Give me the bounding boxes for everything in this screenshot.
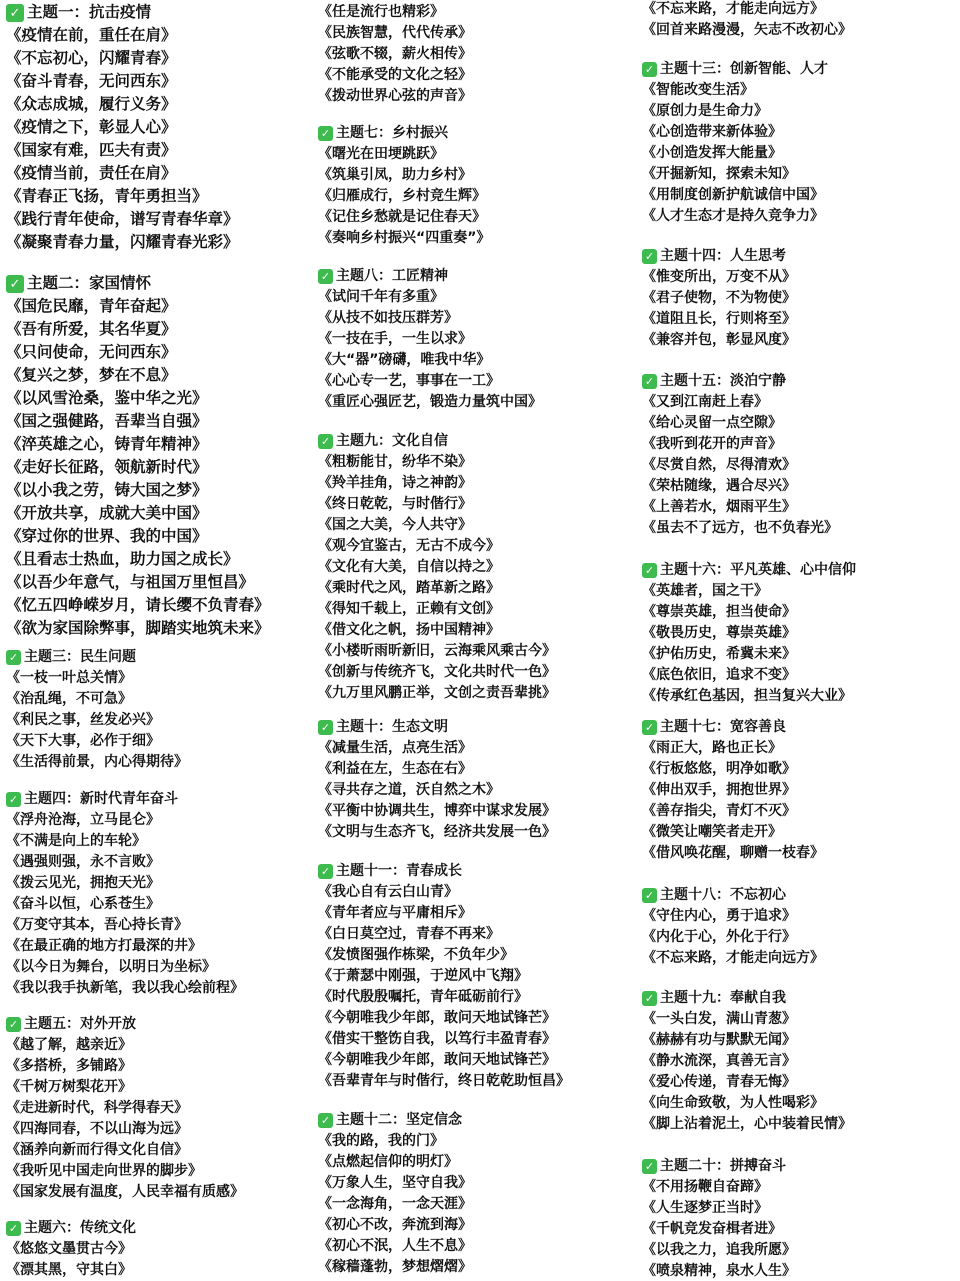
title-item: 《疫情在前，重任在肩》	[6, 25, 177, 44]
section-patriotism	[6, 273, 270, 640]
title-item: 《小楼昕雨昕新旧，云海乘风乘古今》	[318, 642, 556, 659]
title-item: 《行板悠悠，明净如歌》	[642, 760, 796, 777]
section-tranquility	[642, 371, 838, 538]
title-item: 《平衡中协调共生，博弈中谋求发展》	[318, 802, 556, 819]
section-traditional-culture	[6, 1218, 136, 1280]
checkmark-icon: ✓	[642, 1159, 657, 1174]
title-item: 《初心不泯，人生不息》	[318, 1237, 472, 1254]
title-item: 《智能改变生活》	[642, 81, 754, 98]
title-item: 《心创造带来新体验》	[642, 123, 782, 140]
section-fight-epidemic	[6, 2, 239, 254]
section-craftsmanship	[318, 266, 542, 412]
title-item: 《越了解，越亲近》	[6, 1036, 132, 1053]
checkmark-icon: ✓	[6, 1017, 21, 1032]
section-striving	[642, 1156, 796, 1281]
section-heading	[318, 1110, 472, 1130]
checkmark-icon: ✓	[318, 434, 333, 449]
title-item: 《兼容并包，彰显风度》	[642, 331, 796, 348]
checkmark-icon: ✓	[318, 1113, 333, 1128]
title-item: 《天下大事，必作于细》	[6, 732, 160, 749]
title-item: 《静水流深，真善无言》	[642, 1052, 796, 1069]
title-item: 《初心不改，奔流到海》	[318, 1216, 472, 1233]
title-item: 《复兴之梦，梦在不息》	[6, 365, 177, 384]
title-item: 《伸出双手，拥抱世界》	[642, 781, 796, 798]
title-item: 《千帆竞发奋楫者进》	[642, 1220, 782, 1237]
title-item: 《国危民靡，青年奋起》	[6, 296, 177, 315]
section-heading	[6, 273, 270, 295]
title-item: 《奋斗以恒，心系苍生》	[6, 895, 160, 912]
title-item: 《我听见中国走向世界的脚步》	[6, 1162, 202, 1179]
title-item: 《开掘新知，探索未知》	[642, 165, 796, 182]
checkmark-icon: ✓	[642, 62, 657, 77]
section-title: 主题十六：平凡英雄、心中信仰	[660, 562, 856, 578]
title-item: 《开放共享，成就大美中国》	[6, 503, 208, 522]
title-item: 《道阻且长，行则将至》	[642, 310, 796, 327]
section-title: 主题十七：宽容善良	[660, 719, 786, 735]
section-dedication	[642, 988, 852, 1134]
section-title: 主题十四：人生思考	[660, 248, 786, 264]
title-item: 《得知千载上，正赖有文创》	[318, 600, 500, 617]
title-item: 《底色依旧，追求不变》	[642, 666, 796, 683]
section-title: 主题四：新时代青年奋斗	[24, 791, 178, 807]
section-heading	[642, 717, 824, 737]
title-item: 《忆五四峥嵘岁月，请长缨不负青春》	[6, 595, 270, 614]
checkmark-icon: ✓	[642, 991, 657, 1006]
title-item: 《虽去不了远方，也不负春光》	[642, 519, 838, 536]
title-item: 《我的路，我的门》	[318, 1132, 444, 1149]
title-item: 《归雁成行，乡村竞生辉》	[318, 187, 486, 204]
section-heading	[318, 266, 542, 286]
section-title: 主题十八：不忘初心	[660, 887, 786, 903]
title-item: 《以风雪沧桑，鉴中华之光》	[6, 388, 208, 407]
title-item: 《四海同春，不以山海为远》	[6, 1120, 188, 1137]
checkmark-icon: ✓	[6, 792, 21, 807]
title-item: 《涵养向新而行得文化自信》	[6, 1141, 188, 1158]
title-item: 《赫赫有功与默默无闻》	[642, 1031, 796, 1048]
title-item: 《万变守其本，吾心持长青》	[6, 916, 188, 933]
section-title: 主题三：民生问题	[24, 649, 136, 665]
title-item: 《乘时代之风，踏革新之路》	[318, 579, 500, 596]
title-item: 《喷泉精神，泉水人生》	[642, 1262, 796, 1279]
title-item: 《不忘来路，才能走向远方》	[642, 949, 824, 966]
title-item: 《千树万树梨花开》	[6, 1078, 132, 1095]
title-item: 《试问千年有多重》	[318, 288, 444, 305]
section-heading	[318, 431, 556, 451]
title-item: 《给心灵留一点空隙》	[642, 414, 782, 431]
section-heading	[642, 371, 838, 391]
section-heading	[642, 246, 796, 266]
title-item: 《借文化之帆，扬中国精神》	[318, 621, 500, 638]
title-item: 《创新与传统齐飞，文化共时代一色》	[318, 663, 556, 680]
title-item: 《稼穑蓬勃，梦想熠熠》	[318, 1258, 472, 1275]
title-item: 《终日乾乾，与时偕行》	[318, 495, 472, 512]
section-heading	[318, 123, 490, 143]
section-title: 主题二：家国情怀	[27, 274, 152, 293]
title-item: 《尽赏自然，尽得清欢》	[642, 456, 796, 473]
title-item: 《筑巢引凤，助力乡村》	[318, 166, 472, 183]
title-item: 《吾辈青年与时偕行，终日乾乾助恒昌》	[318, 1072, 570, 1089]
section-heading	[642, 1156, 796, 1176]
title-item: 《欲为家国除弊事，脚踏实地筑未来》	[6, 618, 270, 637]
title-item: 《羚羊挂角，诗之神韵》	[318, 474, 472, 491]
title-item: 《疫情当前，责任在肩》	[6, 163, 177, 182]
section-heading	[642, 59, 828, 79]
title-item: 《一枝一叶总关情》	[6, 669, 132, 686]
title-item: 《淬英雄之心，铸青年精神》	[6, 434, 208, 453]
section-heading	[642, 988, 852, 1008]
title-item: 《点燃起信仰的明灯》	[318, 1153, 458, 1170]
title-item: 《不满是向上的车轮》	[6, 832, 146, 849]
title-item: 《以我之力，追我所愿》	[642, 1241, 796, 1258]
title-item: 《以今日为舞台，以明日为坐标》	[6, 958, 216, 975]
checkmark-icon: ✓	[318, 720, 333, 735]
title-item: 《粗粝能甘，纷华不染》	[318, 453, 472, 470]
title-item: 《今朝唯我少年郎，敢问天地试锋芒》	[318, 1051, 556, 1068]
title-item: 《敬畏历史，尊崇英雄》	[642, 624, 796, 641]
title-item: 《守住内心，勇于追求》	[642, 907, 796, 924]
checkmark-icon: ✓	[6, 1221, 21, 1236]
title-item: 《小创造发挥大能量》	[642, 144, 782, 161]
section-title: 主题七：乡村振兴	[336, 125, 448, 141]
title-item: 《文明与生态齐飞，经济共发展一色》	[318, 823, 556, 840]
section-title: 主题九：文化自信	[336, 433, 448, 449]
section-title: 主题十三：创新智能、人才	[660, 61, 828, 77]
title-item: 《穿过你的世界、我的中国》	[6, 526, 208, 545]
section-youth-striving	[6, 789, 244, 998]
title-item: 《今朝唯我少年郎，敢问天地试锋芒》	[318, 1009, 556, 1026]
section-livelihood	[6, 647, 188, 772]
title-item: 《奋斗青春，无问西东》	[6, 71, 177, 90]
title-item: 《心心专一艺，事事在一工》	[318, 372, 500, 389]
title-item: 《一头白发，满山青葱》	[642, 1010, 796, 1027]
section-title: 主题一：抗击疫情	[27, 3, 152, 22]
title-item: 《寻共存之道，沃自然之木》	[318, 781, 500, 798]
title-item: 《原创力是生命力》	[642, 102, 768, 119]
checkmark-icon: ✓	[318, 269, 333, 284]
section-heading	[6, 1014, 244, 1034]
section-ordinary-heroes	[642, 560, 856, 706]
title-item: 《我以我手执新笔，我以我心绘前程》	[6, 979, 244, 996]
title-item: 《不忘来路，才能走向远方》	[642, 0, 824, 17]
title-item: 《且看志士热血，助力国之成长》	[6, 549, 239, 568]
title-item: 《治乱绳，不可急》	[6, 690, 132, 707]
title-item: 《九万里风鹏正举，文创之责吾辈挑》	[318, 684, 556, 701]
title-item: 《时代殷殷嘱托，青年砥砺前行》	[318, 988, 528, 1005]
section-life-thinking	[642, 246, 796, 350]
title-item: 《青春正飞扬，青年勇担当》	[6, 186, 208, 205]
title-item: 《在最正确的地方打最深的井》	[6, 937, 202, 954]
title-item: 《不能承受的文化之轻》	[318, 66, 472, 83]
title-item: 《国家有难，匹夫有责》	[6, 140, 177, 159]
section-traditional-culture-continued	[318, 1, 472, 106]
title-item: 《惟变所出，万变不从》	[642, 268, 796, 285]
title-item: 《浮舟沧海，立马昆仑》	[6, 811, 160, 828]
title-item: 《走进新时代，科学得春天》	[6, 1099, 188, 1116]
title-item: 《遇强则强，永不言败》	[6, 853, 160, 870]
checkmark-icon: ✓	[318, 126, 333, 141]
title-item: 《护佑历史，希冀未来》	[642, 645, 796, 662]
title-item: 《任是流行也精彩》	[318, 3, 444, 20]
section-title: 主题十二：坚定信念	[336, 1112, 462, 1128]
title-item: 《凝聚青春力量，闪耀青春光彩》	[6, 232, 239, 251]
title-item: 《又到江南赶上春》	[642, 393, 768, 410]
section-heading	[642, 560, 856, 580]
title-item: 《以吾少年意气，与祖国万里恒昌》	[6, 572, 255, 591]
section-heading	[6, 1218, 136, 1238]
title-item: 《万象人生，坚守自我》	[318, 1174, 472, 1191]
checkmark-icon: ✓	[642, 249, 657, 264]
checkmark-icon: ✓	[642, 563, 657, 578]
title-item: 《上善若水，烟雨平生》	[642, 498, 796, 515]
section-tolerance	[642, 717, 824, 863]
title-item: 《拨动世界心弦的声音》	[318, 87, 472, 104]
checkmark-icon: ✓	[6, 650, 21, 665]
title-item: 《利民之事，丝发必兴》	[6, 711, 160, 728]
title-item: 《生活得前景，内心得期待》	[6, 753, 188, 770]
section-title: 主题五：对外开放	[24, 1016, 136, 1032]
title-item: 《荣枯随缘，遇合尽兴》	[642, 477, 796, 494]
title-item: 《青年者应与平庸相斥》	[318, 904, 472, 921]
title-item: 《吾有所爱，其名华夏》	[6, 319, 177, 338]
title-item: 《悠悠文墨贯古今》	[6, 1240, 132, 1257]
section-title: 主题二十：拼搏奋斗	[660, 1158, 786, 1174]
section-youth-growth	[318, 861, 570, 1091]
title-item: 《走好长征路，领航新时代》	[6, 457, 208, 476]
checkmark-icon: ✓	[642, 888, 657, 903]
title-item: 《国之大美，今人共守》	[318, 516, 472, 533]
title-item: 《传承红色基因，担当复兴大业》	[642, 687, 852, 704]
section-title: 主题十：生态文明	[336, 719, 448, 735]
title-item: 《用制度创新护航诚信中国》	[642, 186, 824, 203]
title-item: 《文化有大美，自信以持之》	[318, 558, 500, 575]
section-ecology	[318, 717, 556, 842]
title-item: 《人生逐梦正当时》	[642, 1199, 768, 1216]
title-item: 《英雄者，国之干》	[642, 582, 768, 599]
title-item: 《内化于心，外化于行》	[642, 928, 796, 945]
section-title: 主题十一：青春成长	[336, 863, 462, 879]
title-item: 《一技在手，一生以求》	[318, 330, 472, 347]
section-title: 主题八：工匠精神	[336, 268, 448, 284]
title-item: 《曙光在田埂跳跃》	[318, 145, 444, 162]
title-item: 《一念海角，一念天涯》	[318, 1195, 472, 1212]
title-item: 《君子使物，不为物使》	[642, 289, 796, 306]
title-item: 《利益在左，生态在右》	[318, 760, 472, 777]
title-item: 《国之强健路，吾辈当自强》	[6, 411, 208, 430]
title-item: 《爱心传递，青春无悔》	[642, 1073, 796, 1090]
title-item: 《众志成城，履行义务》	[6, 94, 177, 113]
title-item: 《白日莫空过，青春不再来》	[318, 925, 500, 942]
title-item: 《拨云见光，拥抱天光》	[6, 874, 160, 891]
title-item: 《以小我之劳，铸大国之梦》	[6, 480, 208, 499]
title-item: 《民族智慧，代代传承》	[318, 24, 472, 41]
section-firm-belief-continued	[642, 0, 852, 40]
title-item: 《重匠心强匠艺，锻造力量筑中国》	[318, 393, 542, 410]
title-item: 《多搭桥，多铺路》	[6, 1057, 132, 1074]
section-heading	[6, 647, 188, 667]
title-item: 《践行青年使命，谱写青春华章》	[6, 209, 239, 228]
title-item: 《不忘初心，闪耀青春》	[6, 48, 177, 67]
title-item: 《疫情之下，彰显人心》	[6, 117, 177, 136]
section-heading	[6, 789, 244, 809]
section-firm-belief	[318, 1110, 472, 1277]
title-item: 《从技不如技压群芳》	[318, 309, 458, 326]
title-item: 《观今宜鉴古，无古不成今》	[318, 537, 500, 554]
title-item: 《人才生态才是持久竞争力》	[642, 207, 824, 224]
section-original-aspiration	[642, 885, 824, 968]
title-item: 《我心自有云白山青》	[318, 883, 458, 900]
section-heading	[642, 885, 824, 905]
title-item: 《不用扬鞭自奋蹄》	[642, 1178, 768, 1195]
section-title: 主题十九：奉献自我	[660, 990, 786, 1006]
checkmark-icon: ✓	[318, 864, 333, 879]
title-item: 《尊崇英雄，担当使命》	[642, 603, 796, 620]
title-item: 《善存指尖，青灯不灭》	[642, 802, 796, 819]
section-opening-up	[6, 1014, 244, 1202]
title-item: 《弦歌不辍，薪火相传》	[318, 45, 472, 62]
title-item: 《减量生活，点亮生活》	[318, 739, 472, 756]
checkmark-icon: ✓	[6, 275, 24, 293]
checkmark-icon: ✓	[6, 4, 24, 22]
title-item: 《借实干整饬自我，以笃行丰盈青春》	[318, 1030, 556, 1047]
title-item: 《漂其黑，守其白》	[6, 1261, 132, 1278]
section-heading	[318, 861, 570, 881]
section-heading	[6, 2, 239, 24]
title-item: 《回首来路漫漫，矢志不改初心》	[642, 21, 852, 38]
checkmark-icon: ✓	[642, 374, 657, 389]
title-item: 《我听到花开的声音》	[642, 435, 782, 452]
title-item: 《国家发展有温度，人民幸福有质感》	[6, 1183, 244, 1200]
section-heading	[318, 717, 556, 737]
title-item: 《奏响乡村振兴“四重奏”》	[318, 229, 491, 246]
title-item: 《脚上沾着泥土，心中装着民情》	[642, 1115, 852, 1132]
title-item: 《大“器”磅礴，唯我中华》	[318, 351, 491, 368]
checkmark-icon: ✓	[642, 720, 657, 735]
title-item: 《只问使命，无问西东》	[6, 342, 177, 361]
title-item: 《向生命致敬，为人性喝彩》	[642, 1094, 824, 1111]
section-rural-revitalization	[318, 123, 490, 248]
title-item: 《记住乡愁就是记住春天》	[318, 208, 486, 225]
section-cultural-confidence	[318, 431, 556, 703]
title-item: 《于萧瑟中刚强，于逆风中飞翔》	[318, 967, 528, 984]
title-item: 《雨正大，路也正长》	[642, 739, 782, 756]
section-title: 主题十五：淡泊宁静	[660, 373, 786, 389]
title-item: 《发愤图强作栋梁，不负年少》	[318, 946, 514, 963]
section-title: 主题六：传统文化	[24, 1220, 136, 1236]
section-innovation	[642, 59, 828, 226]
title-item: 《借风唤花醒，聊赠一枝春》	[642, 844, 824, 861]
title-item: 《微笑让嘲笑者走开》	[642, 823, 782, 840]
